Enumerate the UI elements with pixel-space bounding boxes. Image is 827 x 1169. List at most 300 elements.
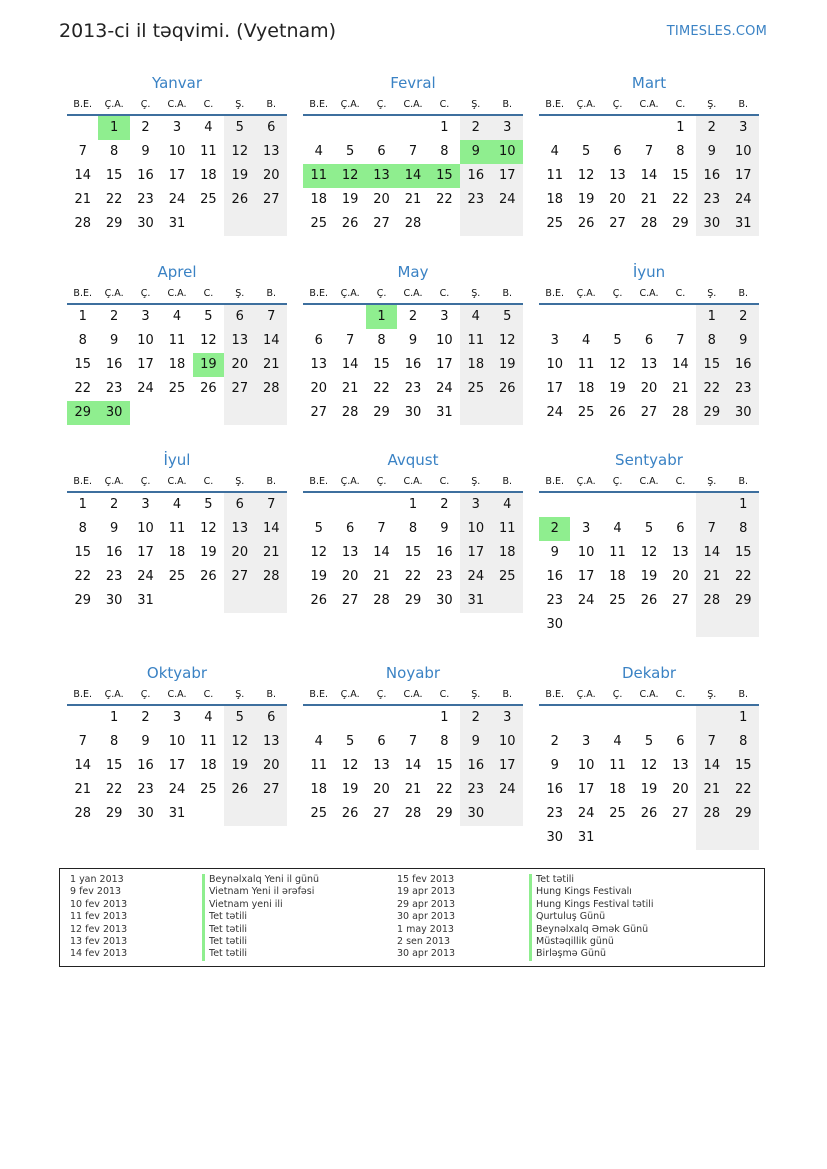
calendar-day: 7 (696, 730, 727, 754)
calendar-day: 1 (728, 493, 759, 517)
empty-day (492, 212, 523, 236)
calendar-day: 8 (696, 329, 727, 353)
calendar-day: 31 (728, 212, 759, 236)
calendar-day: 15 (728, 754, 759, 778)
week-row (539, 164, 759, 188)
calendar-day: 16 (546, 782, 563, 797)
week-row (539, 826, 759, 850)
week-row (303, 802, 523, 826)
calendar-day: 10 (728, 140, 759, 164)
calendar-day: 21 (696, 565, 727, 589)
week-row (303, 541, 523, 565)
empty-day (224, 802, 255, 826)
calendar-day: 12 (609, 357, 626, 372)
empty-day (256, 212, 287, 236)
calendar-day: 30 (728, 401, 759, 425)
empty-day (397, 706, 428, 730)
weekday-label: B. (502, 287, 513, 299)
calendar-day: 12 (200, 521, 217, 536)
calendar-day: 20 (373, 192, 390, 207)
weekday-label: B.E. (545, 475, 564, 487)
calendar-day: 3 (172, 120, 182, 135)
calendar-day: 26 (224, 188, 255, 212)
calendar-day: 17 (137, 357, 154, 372)
empty-day (334, 305, 365, 329)
weekday-header (539, 684, 759, 706)
weekday-label: C.A. (167, 688, 187, 700)
calendar-day: 6 (377, 734, 386, 749)
empty-day (397, 116, 428, 140)
calendar-day: 28 (640, 216, 658, 231)
week-row (303, 493, 523, 517)
calendar-day: 24 (168, 782, 186, 797)
calendar-day: 29 (696, 401, 727, 425)
weekday-header (67, 283, 287, 305)
weekday-label: Ç. (612, 475, 623, 487)
week-row (303, 329, 523, 353)
weekday-label: C. (675, 287, 686, 299)
calendar-day: 2 (109, 497, 119, 512)
brand-link[interactable]: TIMESLES.COM (666, 24, 767, 39)
calendar-day: 25 (460, 377, 491, 401)
calendar-day: 4 (204, 120, 213, 135)
calendar-day: 15 (672, 168, 689, 183)
calendar-day: 16 (105, 545, 123, 560)
weekday-label: B. (266, 98, 277, 110)
calendar-day: 18 (609, 569, 626, 584)
empty-day (366, 706, 397, 730)
calendar-day: 16 (460, 754, 491, 778)
calendar-day: 1 (728, 706, 759, 730)
calendar-day: 7 (377, 521, 386, 536)
calendar-day: 10 (460, 517, 491, 541)
week-row (303, 565, 523, 589)
calendar-day: 7 (78, 144, 87, 159)
calendar-day: 14 (256, 329, 287, 353)
weekday-label: C. (675, 98, 686, 110)
weekday-header (67, 471, 287, 493)
holiday-day: 10 (492, 140, 523, 164)
calendar-day: 17 (492, 164, 523, 188)
calendar-day: 27 (224, 377, 255, 401)
weekday-label: Ç.A. (576, 475, 596, 487)
month-name: İyun (632, 263, 666, 281)
calendar-day: 15 (74, 545, 91, 560)
week-row (539, 377, 759, 401)
calendar-day: 23 (546, 806, 563, 821)
calendar-day: 20 (672, 569, 689, 584)
calendar-day: 27 (672, 806, 689, 821)
week-row (67, 802, 287, 826)
weekday-label: C.A. (403, 98, 423, 110)
week-row (539, 329, 759, 353)
weekday-label: B.E. (545, 688, 564, 700)
calendar-day: 9 (408, 333, 418, 348)
empty-day (193, 802, 224, 826)
calendar-day: 7 (256, 493, 287, 517)
month-name: Aprel (157, 263, 197, 281)
calendar-day: 23 (137, 192, 154, 207)
week-row (67, 377, 287, 401)
calendar-day: 30 (404, 405, 422, 420)
empty-day (67, 706, 98, 730)
calendar-day: 25 (492, 565, 523, 589)
holiday-name: Hung Kings Festivalı (529, 886, 632, 898)
weekday-label: Ç.A. (576, 688, 596, 700)
calendar-day: 14 (672, 357, 689, 372)
calendar-day: 19 (310, 569, 327, 584)
calendar-day: 3 (550, 333, 559, 348)
empty-day (602, 305, 633, 329)
calendar-day: 25 (168, 569, 186, 584)
weekday-label: B. (738, 287, 749, 299)
calendar-day: 17 (492, 754, 523, 778)
calendar-day: 14 (74, 758, 91, 773)
calendar-day: 4 (314, 734, 323, 749)
week-row (303, 778, 523, 802)
weekday-label: Ş. (707, 475, 717, 487)
calendar-day: 15 (728, 541, 759, 565)
weekday-header (303, 684, 523, 706)
empty-day (570, 305, 601, 329)
calendar-day: 16 (728, 353, 759, 377)
week-row (303, 754, 523, 778)
calendar-day: 5 (345, 734, 355, 749)
empty-day (492, 401, 523, 425)
calendar-day: 8 (728, 517, 759, 541)
holiday-legend (59, 868, 765, 967)
empty-day (193, 212, 224, 236)
calendar-day: 24 (168, 192, 186, 207)
calendar-day: 5 (644, 521, 654, 536)
weekday-label: B. (738, 475, 749, 487)
calendar-day: 29 (105, 806, 123, 821)
empty-day (193, 401, 224, 425)
calendar-day: 23 (696, 188, 727, 212)
calendar-day: 2 (141, 710, 150, 725)
weekday-label: B.E. (73, 475, 92, 487)
calendar-day: 10 (546, 357, 563, 372)
calendar-day: 19 (609, 381, 626, 396)
calendar-day: 26 (200, 381, 217, 396)
calendar-day: 4 (492, 493, 523, 517)
empty-day (429, 212, 460, 236)
calendar-day: 26 (341, 806, 359, 821)
calendar-day: 16 (436, 545, 453, 560)
calendar-day: 29 (728, 589, 759, 613)
calendar-day: 15 (404, 545, 422, 560)
week-row (539, 140, 759, 164)
calendar-day: 23 (137, 782, 154, 797)
calendar-day: 6 (314, 333, 323, 348)
calendar-day: 18 (546, 192, 563, 207)
holiday-date: 9 fev 2013 (70, 886, 122, 898)
month-may (303, 261, 523, 425)
calendar-day: 19 (341, 782, 359, 797)
empty-day (633, 116, 664, 140)
calendar-day: 22 (74, 569, 91, 584)
calendar-day: 17 (577, 782, 595, 797)
calendar-day: 21 (640, 192, 658, 207)
calendar-day: 25 (200, 192, 217, 207)
calendar-day: 21 (341, 381, 359, 396)
calendar-day: 10 (436, 333, 453, 348)
calendar-day: 27 (373, 216, 390, 231)
empty-day (696, 706, 727, 730)
week-row (67, 329, 287, 353)
calendar-day: 20 (609, 192, 626, 207)
weekday-label: B.E. (545, 98, 564, 110)
calendar-day: 19 (200, 545, 217, 560)
calendar-day: 16 (105, 357, 123, 372)
calendar-day: 8 (728, 730, 759, 754)
month-yanvar (67, 72, 287, 236)
week-row (539, 565, 759, 589)
calendar-day: 13 (256, 730, 287, 754)
month-avqust (303, 449, 523, 613)
calendar-day: 11 (200, 734, 217, 749)
calendar-day: 26 (609, 405, 626, 420)
calendar-day: 11 (546, 168, 563, 183)
weekday-header (539, 471, 759, 493)
weekday-header (303, 471, 523, 493)
week-row (303, 401, 523, 425)
calendar-day: 22 (105, 782, 123, 797)
calendar-day: 14 (640, 168, 658, 183)
calendar-day: 8 (440, 144, 449, 159)
holiday-name: Vietnam Yeni il ərəfəsi (202, 886, 314, 898)
calendar-day: 18 (310, 782, 327, 797)
calendar-day: 29 (672, 216, 689, 231)
empty-day (570, 493, 601, 517)
month-fevral (303, 72, 523, 236)
empty-day (303, 305, 334, 329)
empty-day (570, 706, 601, 730)
calendar-day: 13 (672, 545, 689, 560)
calendar-day: 20 (310, 381, 327, 396)
calendar-day: 20 (672, 782, 689, 797)
week-row (539, 541, 759, 565)
calendar-day: 9 (460, 730, 491, 754)
weekday-label: C.A. (639, 98, 659, 110)
calendar-day: 25 (200, 782, 217, 797)
calendar-day: 23 (105, 381, 123, 396)
week-row (303, 116, 523, 140)
calendar-day: 26 (492, 377, 523, 401)
month-name: Oktyabr (146, 664, 208, 682)
holiday-day: 19 (193, 353, 224, 377)
calendar-day: 12 (224, 730, 255, 754)
calendar-day: 25 (310, 216, 327, 231)
calendar-day: 8 (676, 144, 685, 159)
calendar-day: 20 (224, 541, 255, 565)
calendar-day: 1 (676, 120, 685, 135)
calendar-day: 1 (78, 309, 87, 324)
calendar-day: 8 (109, 734, 119, 749)
calendar-day: 26 (310, 593, 327, 608)
calendar-day: 31 (577, 830, 595, 845)
week-row (67, 754, 287, 778)
calendar-day: 11 (609, 758, 626, 773)
empty-day (460, 401, 491, 425)
calendar-day: 8 (408, 521, 418, 536)
calendar-day: 4 (172, 309, 182, 324)
weekday-label: C. (675, 475, 686, 487)
calendar-day: 17 (137, 545, 154, 560)
calendar-day: 15 (105, 758, 123, 773)
calendar-day: 5 (644, 734, 654, 749)
weekday-label: B. (266, 688, 277, 700)
empty-day (633, 613, 664, 637)
calendar-day: 21 (256, 353, 287, 377)
calendar-day: 19 (492, 353, 523, 377)
empty-day (665, 613, 696, 637)
calendar-day: 30 (137, 216, 154, 231)
calendar-day: 11 (310, 758, 327, 773)
calendar-day: 11 (168, 333, 186, 348)
calendar-day: 11 (609, 545, 626, 560)
calendar-day: 30 (546, 830, 563, 845)
empty-day (602, 116, 633, 140)
calendar-day: 20 (224, 353, 255, 377)
calendar-day: 13 (373, 758, 390, 773)
week-row (67, 353, 287, 377)
calendar-day: 24 (436, 381, 453, 396)
calendar-day: 30 (546, 617, 563, 632)
holiday-name: Qurtuluş Günü (529, 911, 605, 923)
week-row (539, 613, 759, 637)
calendar-day: 13 (224, 329, 255, 353)
calendar-day: 8 (377, 333, 386, 348)
empty-day (224, 212, 255, 236)
empty-day (539, 116, 570, 140)
holiday-day: 30 (98, 401, 129, 425)
week-row (303, 377, 523, 401)
empty-day (570, 116, 601, 140)
weekday-label: B. (266, 475, 277, 487)
weekday-label: B.E. (309, 688, 328, 700)
weekday-label: B. (502, 475, 513, 487)
weekday-label: C.A. (403, 688, 423, 700)
calendar-day: 10 (577, 758, 595, 773)
calendar-day: 26 (341, 216, 359, 231)
calendar-day: 21 (74, 782, 91, 797)
calendar-day: 9 (728, 329, 759, 353)
empty-day (303, 116, 334, 140)
calendar-day: 20 (341, 569, 359, 584)
weekday-label: C.A. (167, 98, 187, 110)
calendar-day: 17 (436, 357, 453, 372)
weekday-label: B.E. (309, 287, 328, 299)
holiday-date: 13 fev 2013 (70, 936, 128, 947)
holiday-date: 19 apr 2013 (397, 886, 456, 898)
calendar-day: 9 (109, 521, 119, 536)
calendar-day: 17 (168, 168, 186, 183)
calendar-day: 5 (224, 116, 255, 140)
calendar-day: 11 (460, 329, 491, 353)
week-row (303, 730, 523, 754)
holiday-day: 13 (366, 164, 397, 188)
empty-day (696, 613, 727, 637)
week-row (67, 565, 287, 589)
calendar-day: 21 (696, 778, 727, 802)
calendar-day: 24 (460, 565, 491, 589)
week-row (539, 754, 759, 778)
calendar-day: 18 (310, 192, 327, 207)
calendar-day: 11 (168, 521, 186, 536)
calendar-day: 25 (546, 216, 563, 231)
calendar-day: 2 (141, 120, 150, 135)
calendar-day: 17 (728, 164, 759, 188)
holiday-day: 2 (539, 517, 570, 541)
calendar-day: 30 (137, 806, 154, 821)
calendar-day: 12 (224, 140, 255, 164)
calendar-day: 6 (676, 734, 685, 749)
weekday-label: B. (502, 98, 513, 110)
calendar-day: 15 (696, 353, 727, 377)
calendar-day: 20 (373, 782, 390, 797)
weekday-header (67, 94, 287, 116)
week-row (539, 517, 759, 541)
weekday-label: C.A. (639, 287, 659, 299)
calendar-day: 15 (105, 168, 123, 183)
empty-day (460, 212, 491, 236)
calendar-day: 22 (728, 565, 759, 589)
calendar-day: 25 (168, 381, 186, 396)
calendar-day: 27 (341, 593, 359, 608)
calendar-day: 26 (200, 569, 217, 584)
week-row (539, 802, 759, 826)
empty-day (492, 589, 523, 613)
weekday-label: Ç. (612, 98, 623, 110)
empty-day (696, 826, 727, 850)
week-row (539, 706, 759, 730)
calendar-day: 17 (577, 569, 595, 584)
empty-day (602, 613, 633, 637)
calendar-day: 31 (436, 405, 453, 420)
calendar-day: 27 (373, 806, 390, 821)
calendar-day: 25 (609, 593, 626, 608)
calendar-day: 16 (696, 164, 727, 188)
calendar-day: 2 (728, 305, 759, 329)
calendar-day: 19 (341, 192, 359, 207)
holiday-date: 15 fev 2013 (397, 874, 455, 885)
calendar-day: 22 (672, 192, 689, 207)
week-row (539, 778, 759, 802)
calendar-day: 26 (640, 806, 658, 821)
calendar-day: 25 (310, 806, 327, 821)
month-name: Mart (631, 74, 667, 92)
weekday-label: C. (203, 475, 214, 487)
calendar-day: 27 (672, 593, 689, 608)
month-noyabr (303, 662, 523, 826)
month-name: Sentyabr (615, 451, 683, 469)
calendar-day: 28 (341, 405, 359, 420)
calendar-day: 2 (550, 734, 559, 749)
calendar-day: 5 (581, 144, 591, 159)
weekday-label: C.A. (167, 287, 187, 299)
weekday-label: Ş. (235, 287, 245, 299)
calendar-day: 15 (74, 357, 91, 372)
calendar-day: 20 (256, 164, 287, 188)
weekday-label: C. (439, 475, 450, 487)
calendar-day: 12 (640, 545, 658, 560)
holiday-day: 12 (334, 164, 365, 188)
empty-day (665, 305, 696, 329)
calendar-day: 1 (696, 305, 727, 329)
week-row (303, 706, 523, 730)
empty-day (334, 493, 365, 517)
